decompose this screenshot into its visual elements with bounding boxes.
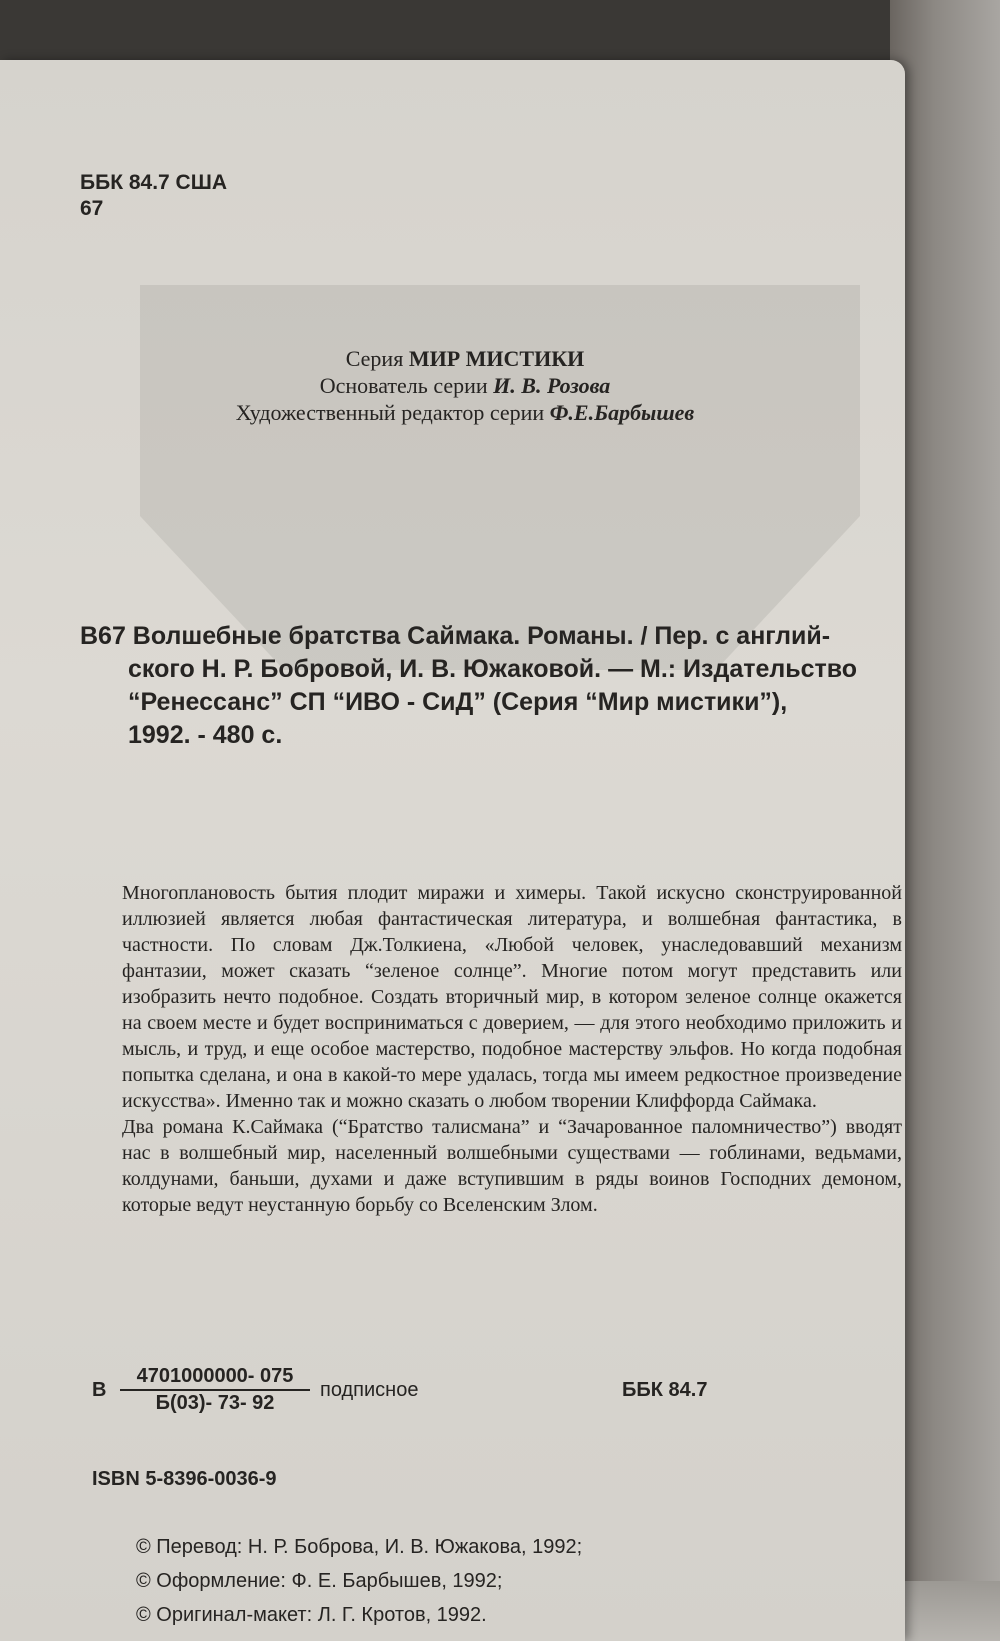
biblio-line-4: 1992. - 480 с. [128,721,283,749]
index-fraction [120,1365,310,1415]
bbk-code: ББК 84.7 США [80,171,227,194]
index-letter: В [92,1379,107,1401]
annotation-paragraph-1: Многоплановость бытия плодит миражи и химеры. Такой искусно сконструированной иллюзией является любая фантастическая литература, и волшебная фантастика, в частности. По словам Дж.Толкиена, «Любой человек, унаследовавший механизм фантазии, может сказать “зеленое солнце”. Многие потом могут представить или изобразить нечто подобное. Создать вторичный мир, в котором зеленое солнце окажется на своем месте и будет восприниматься с доверием, — для этого необходимо приложить и мысль, и труд, и еще особое мастерство, подобное мастерству эльфов. Но когда подобная попытка сделана, и она в какой-то мере удалась, тогда мы имеем редкостное произведение искусства». Именно так и можно сказать о любом творении Клиффорда Саймака. [122,882,902,1112]
series-name: МИР МИСТИКИ [408,346,585,371]
publication-index [92,1365,812,1415]
founder-label: Основатель серии [319,373,494,398]
index-numerator: 4701000000- 075 [120,1365,310,1391]
copyright-design: © Оформление: Ф. Е. Барбышев, 1992; [136,1570,503,1592]
background-right [890,0,1000,1641]
show-through-shadow [140,285,860,670]
bibliographic-record [80,620,905,752]
biblio-line-3: “Ренессанс” СП “ИВО - СиД” (Серия “Мир мистики”), [128,688,788,716]
editor-line [140,399,790,426]
copyright-layout: © Оригинал-макет: Л. Г. Кротов, 1992. [136,1604,487,1626]
book-page [0,60,905,1641]
biblio-line-1: В67 Волшебные братства Саймака. Романы. / Пер. с англий- [80,622,831,650]
editor-name: Ф.Е.Барбышев [549,400,695,425]
author-mark: 67 [80,197,104,220]
series-prefix: Серия [345,346,409,371]
series-info [140,345,790,426]
founder-line [140,372,790,399]
copyright-list [136,1530,582,1632]
copyright-translation: © Перевод: Н. Р. Боброва, И. В. Южакова, 1992; [136,1536,583,1558]
isbn: ISBN 5-8396-0036-9 [92,1468,277,1490]
subscription-note: подписное [320,1379,419,1401]
bbk-code-footer: ББК 84.7 [622,1379,708,1401]
annotation [122,880,902,1218]
series-line [140,345,790,372]
annotation-paragraph-2: Два романа К.Саймака (“Братство талисмана” и “Зачарованное паломничество”) вводят нас в волшебный мир, населенный волшебными существами — гоблинами, ведьмами, колдунами, баньши, духами и даже вступившим в ряды воинов Господних демоном, которые ведут неустанную борьбу со Вселенским Злом. [122,1116,902,1216]
founder-name: И. В. Розова [493,373,611,398]
index-denominator: Б(03)- 73- 92 [155,1392,275,1414]
biblio-line-2: ского Н. Р. Бобровой, И. В. Южаковой. — М.: Издательство [128,655,858,683]
classification-code [80,170,227,222]
editor-label: Художественный редактор серии [235,400,550,425]
